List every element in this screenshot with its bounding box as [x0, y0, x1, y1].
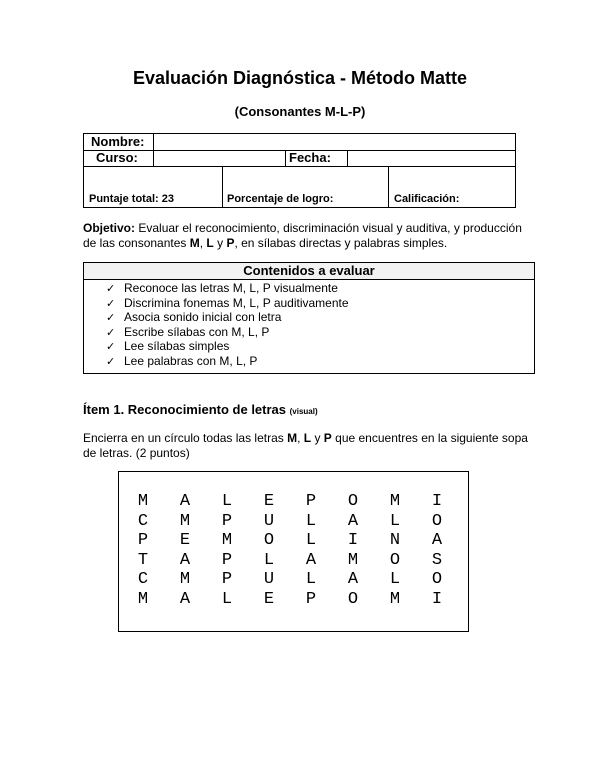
document-subtitle: (Consonantes M-L-P) [234, 104, 366, 119]
sopa-row [136, 590, 466, 610]
list-item-label: Escribe sílabas con M, L, P [124, 324, 270, 339]
sopa-letter[interactable]: M [221, 531, 233, 550]
sopa-letter[interactable]: P [305, 589, 317, 609]
sopa-row [136, 512, 466, 532]
sopa-letter[interactable]: E [263, 589, 275, 609]
instr-letter-m: M [287, 431, 298, 445]
sopa-letter[interactable]: O [347, 589, 359, 609]
objetivo-paragraph [83, 221, 528, 251]
porcentaje-cell[interactable] [223, 166, 389, 207]
sopa-letter[interactable]: U [263, 511, 275, 531]
sopa-letter[interactable]: E [263, 492, 275, 511]
puntaje-label: Puntaje total: 23 [89, 193, 174, 205]
sopa-letter[interactable]: N [389, 531, 401, 550]
nombre-label-cell [84, 134, 154, 150]
list-item [106, 311, 534, 326]
sopa-letter[interactable]: P [137, 531, 149, 550]
objetivo-text-2: , en sílabas directas y palabras simples. [234, 236, 448, 250]
fecha-label-cell [286, 150, 348, 166]
puntaje-row [84, 166, 515, 207]
check-icon: ✓ [106, 355, 116, 368]
porcentaje-label: Porcentaje de logro: [227, 193, 334, 205]
sopa-letter[interactable]: P [305, 492, 317, 511]
contenidos-list [84, 280, 534, 369]
sopa-letter[interactable]: A [305, 550, 317, 570]
check-icon: ✓ [106, 341, 116, 353]
contenidos-box [83, 262, 535, 374]
sopa-letter[interactable]: L [221, 492, 233, 511]
nombre-field[interactable] [154, 134, 515, 150]
list-item [106, 297, 534, 312]
curso-label: Curso: [96, 150, 138, 165]
sopa-letter[interactable]: E [179, 531, 191, 550]
sopa-letter[interactable]: I [431, 492, 443, 511]
objetivo-separator-2: y [213, 236, 227, 250]
objetivo-letter-p: P [226, 236, 235, 250]
sopa-letter[interactable]: M [137, 492, 149, 511]
sopa-letter[interactable]: C [137, 511, 149, 531]
sopa-letter[interactable]: M [347, 550, 359, 570]
sopa-letter[interactable]: O [431, 570, 443, 589]
sopa-letter[interactable]: L [389, 570, 401, 589]
sopa-letter[interactable]: L [305, 531, 317, 550]
sopa-letter[interactable]: C [137, 570, 149, 589]
sopa-letter[interactable]: M [137, 589, 149, 609]
sopa-row [136, 570, 466, 590]
instr-separator-2: y [311, 431, 324, 445]
list-item [106, 282, 534, 297]
item1-title [83, 402, 318, 417]
document-title: Evaluación Diagnóstica - Método Matte [132, 68, 468, 88]
item1-instructions [83, 431, 528, 461]
sopa-letter[interactable]: O [431, 511, 443, 531]
list-item-label: Lee sílabas simples [124, 339, 230, 353]
list-item [106, 326, 534, 341]
sopa-de-letras-box [118, 471, 469, 632]
sopa-letter[interactable]: L [389, 511, 401, 531]
sopa-letter[interactable]: S [431, 550, 443, 570]
objetivo-letter-m: M [189, 236, 200, 250]
curso-field[interactable] [154, 150, 286, 166]
objetivo-separator-1: , [199, 236, 207, 250]
sopa-letter[interactable]: A [179, 492, 191, 511]
instr-text-2: que encuentres en la siguiente sopa de letras. (2 puntos) [83, 431, 528, 460]
sopa-letter[interactable]: A [179, 550, 191, 570]
sopa-letter[interactable]: A [347, 511, 359, 531]
sopa-letter[interactable]: I [431, 589, 443, 609]
sopa-letter[interactable]: M [389, 589, 401, 609]
list-item [106, 340, 534, 355]
list-item-label: Lee palabras con M, L, P [124, 353, 258, 368]
sopa-letter[interactable]: L [263, 550, 275, 570]
item1-title-text: Ítem 1. Reconocimiento de letras [83, 402, 290, 417]
list-item-label: Reconoce las letras M, L, P visualmente [124, 281, 338, 295]
item1-title-note: (visual) [289, 407, 318, 416]
fecha-field[interactable] [348, 150, 515, 166]
sopa-letter[interactable]: A [179, 589, 191, 609]
sopa-row [136, 492, 466, 512]
list-item-label: Discrimina fonemas M, L, P auditivamente [124, 295, 349, 310]
puntaje-cell [84, 166, 223, 207]
objetivo-text-1: Evaluar el reconocimiento, discriminación visual y auditiva, y producción de las consonantes [83, 221, 522, 250]
sopa-letter[interactable]: M [179, 570, 191, 589]
objetivo-label: Objetivo: [83, 221, 136, 235]
sopa-letter[interactable]: A [347, 570, 359, 589]
sopa-letter[interactable]: L [305, 570, 317, 589]
sopa-letter[interactable]: L [221, 589, 233, 609]
sopa-letter[interactable]: T [137, 550, 149, 570]
curso-label-cell [84, 150, 154, 166]
sopa-letter[interactable]: M [389, 492, 401, 511]
calificacion-label: Calificación: [394, 193, 460, 205]
instr-letter-l: L [303, 431, 312, 445]
instr-separator-1: , [297, 431, 304, 445]
sopa-row [136, 551, 466, 571]
calificacion-cell[interactable] [389, 166, 515, 207]
sopa-letter[interactable]: P [221, 511, 233, 531]
curso-fecha-row [84, 150, 515, 167]
list-item-label: Asocia sonido inicial con letra [124, 310, 282, 324]
nombre-row [84, 134, 515, 151]
sopa-letter[interactable]: O [347, 492, 359, 511]
instr-letter-p: P [323, 431, 332, 445]
sopa-letter[interactable]: P [221, 550, 233, 570]
check-icon: ✓ [106, 326, 116, 339]
contenidos-heading: Contenidos a evaluar [84, 263, 534, 280]
student-info-table [83, 133, 516, 208]
nombre-label: Nombre: [91, 134, 145, 149]
check-icon: ✓ [106, 283, 116, 295]
sopa-letter[interactable]: M [179, 511, 191, 531]
sopa-letter[interactable]: L [305, 511, 317, 531]
sopa-letter[interactable]: I [347, 531, 359, 550]
sopa-letter[interactable]: O [389, 550, 401, 570]
sopa-letter[interactable]: A [431, 531, 443, 550]
check-icon: ✓ [106, 312, 116, 324]
list-item [106, 355, 534, 370]
sopa-letter[interactable]: U [263, 570, 275, 589]
fecha-label: Fecha: [289, 150, 331, 165]
instr-text-1: Encierra en un círculo todas las letras [83, 431, 288, 445]
sopa-letter[interactable]: O [263, 531, 275, 550]
sopa-row [136, 531, 466, 551]
sopa-letter[interactable]: P [221, 570, 233, 589]
check-icon: ✓ [106, 297, 116, 310]
objetivo-letter-l: L [206, 236, 214, 250]
